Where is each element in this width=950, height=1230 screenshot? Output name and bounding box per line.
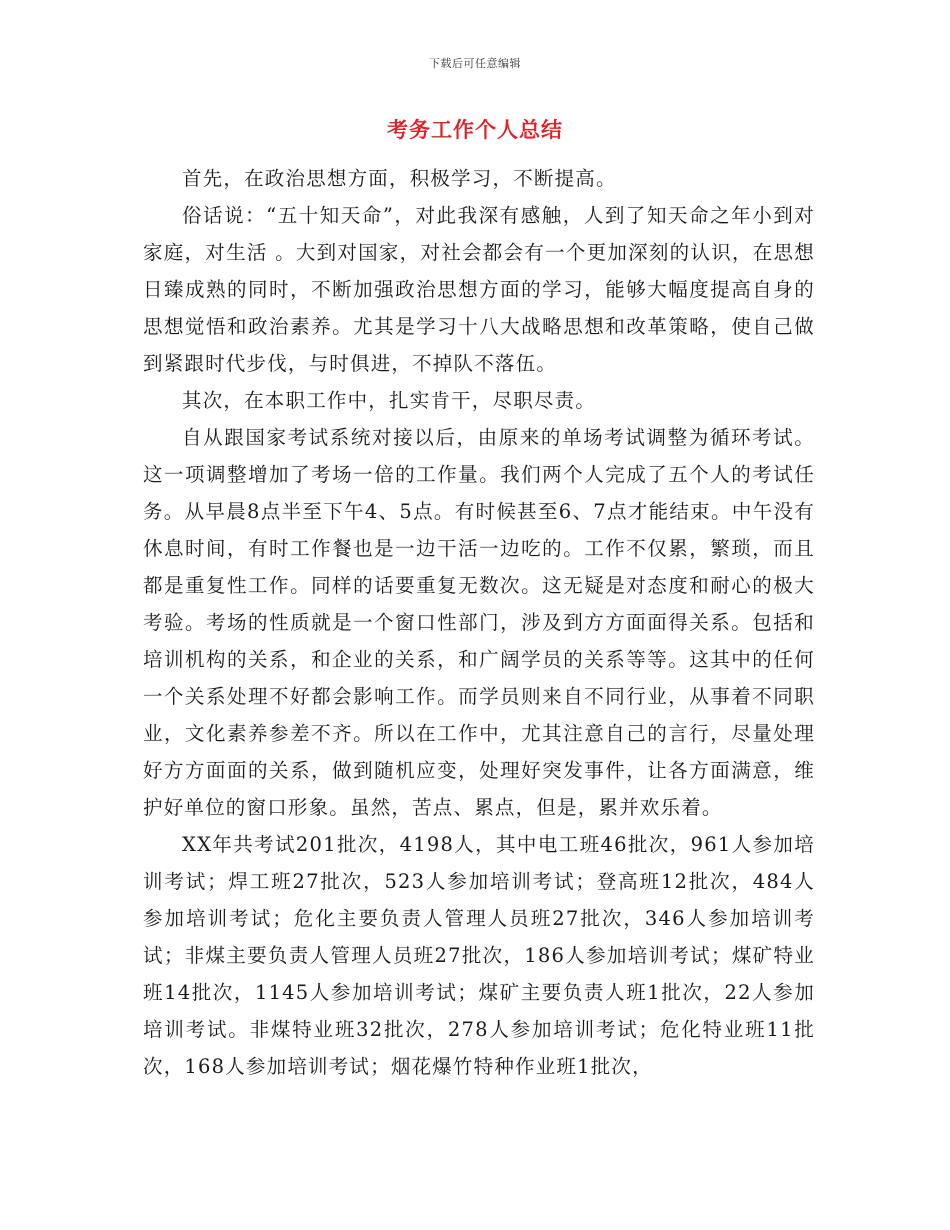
document-body — [143, 160, 815, 1085]
paragraph: 自从跟国家考试系统对接以后，由原来的单场考试调整为循环考试。这一项调整增加了考场一倍的工作量。我们两个人完成了五个人的考试任务。从早晨8点半至下午4、5点。有时候甚至6、7点才能结束。中午没有休息时间，有时工作餐也是一边干活一边吃的。工作不仅累，繁琐，而且都是重复性工作。同样的话要重复无数次。这无疑是对态度和耐心的极大考验。考场的性质就是一个窗口性部门，涉及到方方面面得关系。包括和培训机构的关系，和企业的关系，和广阔学员的关系等等。这其中的任何一个关系处理不好都会影响工作。而学员则来自不同行业，从事着不同职业，文化素养参差不齐。所以在工作中，尤其注意自己的言行，尽量处理好方方面面的关系，做到随机应变，处理好突发事件，让各方面满意，维护好单位的窗口形象。虽然，苦点、累点，但是，累并欢乐着。 — [143, 426, 815, 819]
header-note: 下载后可任意编辑 — [429, 57, 521, 70]
document-title: 考务工作个人总结 — [387, 118, 563, 142]
paragraph: 首先，在政治思想方面，积极学习，不断提高。 — [182, 167, 617, 190]
paragraph: 其次，在本职工作中，扎实肯干，尽职尽责。 — [182, 389, 597, 412]
paragraph: 俗话说：“五十知天命”，对此我深有感触，人到了知天命之年小到对家庭，对生活 。大到对国家，对社会都会有一个更加深刻的认识，在思想日臻成熟的同时，不断加强政治思想方面的学习，能够大幅度提高自身的思想觉悟和政治素养。尤其是学习十八大战略思想和改革策略，使自己做到紧跟时代步伐，与时俱进，不掉队不落伍。 — [143, 204, 815, 375]
paragraph: XX年共考试201批次，4198人，其中电工班46批次，961人参加培训考试；焊工班27批次，523人参加培训考试；登高班12批次，484人参加培训考试；危化主要负责人管理人员班27批次，346人参加培训考试；非煤主要负责人管理人员班27批次，186人参加培训考试；煤矿特业班14批次，1145人参加培训考试；煤矿主要负责人班1批次，22人参加培训考试。非煤特业班32批次，278人参加培训考试；危化特业班11批次，168人参加培训考试；烟花爆竹特种作业班1批次， — [143, 833, 815, 1078]
